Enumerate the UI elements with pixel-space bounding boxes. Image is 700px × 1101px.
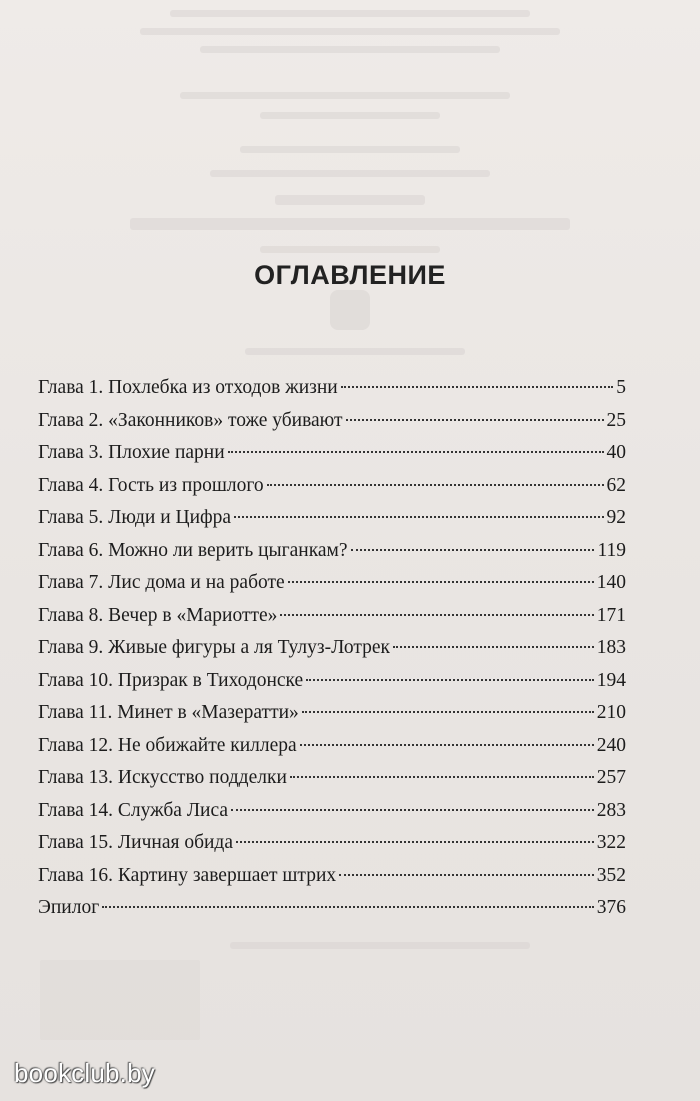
toc-entry-title: Глава 6. Можно ли верить цыганкам? <box>38 539 348 561</box>
toc-entry-page-number: 25 <box>606 409 626 431</box>
toc-entry <box>38 665 626 698</box>
bleed-through-text <box>140 28 560 35</box>
toc-entry-title: Эпилог <box>38 897 100 918</box>
bleed-through-text <box>260 112 440 119</box>
dot-leader <box>102 906 594 908</box>
bleed-through-text <box>210 170 490 177</box>
dot-leader <box>231 809 594 811</box>
bleed-through-text <box>260 246 440 253</box>
toc-entry-title: Глава 16. Картину завершает штрих <box>38 864 337 886</box>
toc-entry-title: Глава 3. Плохие парни <box>38 442 225 463</box>
site-watermark: bookclub.by <box>14 1058 155 1088</box>
dot-leader <box>300 744 594 746</box>
toc-entry-page-number: 40 <box>606 442 626 463</box>
dot-leader <box>306 679 594 681</box>
toc-entry-title: Глава 1. Похлебка из отходов жизни <box>38 377 338 398</box>
dot-leader <box>234 516 603 518</box>
toc-entry <box>38 437 626 470</box>
toc-entry <box>38 632 626 665</box>
toc-entry <box>38 372 626 405</box>
dot-leader <box>339 874 594 876</box>
toc-entry <box>38 697 626 730</box>
toc-entry <box>38 600 626 633</box>
toc-entry-title: Глава 15. Личная обида <box>38 832 234 853</box>
toc-entry-title: Глава 14. Служба Лиса <box>38 799 229 821</box>
dot-leader <box>267 484 604 486</box>
toc-entry <box>38 470 626 503</box>
bleed-through-text <box>245 348 465 355</box>
dot-leader <box>346 419 604 421</box>
toc-entry-title: Глава 7. Лис дома и на работе <box>38 572 285 593</box>
toc-entry-page-number: 352 <box>596 864 626 886</box>
toc-entry-page-number: 376 <box>596 897 626 918</box>
dot-leader <box>341 386 614 388</box>
toc-entry-title: Глава 2. «Законников» тоже убивают <box>38 409 343 431</box>
bleed-through-emblem <box>330 290 370 330</box>
toc-entry <box>38 567 626 600</box>
toc-entry <box>38 405 626 438</box>
toc-entry <box>38 730 626 763</box>
toc-entry-title: Глава 8. Вечер в «Мариотте» <box>38 604 278 626</box>
toc-entry <box>38 892 626 925</box>
toc-entry-page-number: 92 <box>606 507 626 528</box>
table-of-contents <box>38 372 626 925</box>
dot-leader <box>351 549 595 551</box>
bleed-through-text <box>240 146 460 153</box>
toc-entry-title: Глава 9. Живые фигуры а ля Тулуз-Лотрек <box>38 637 390 658</box>
dot-leader <box>280 614 593 616</box>
toc-entry-page-number: 62 <box>606 474 626 496</box>
toc-entry <box>38 535 626 568</box>
bleed-through-text <box>230 942 530 949</box>
toc-entry-page-number: 257 <box>596 767 626 788</box>
bleed-through-text <box>275 195 425 205</box>
bleed-through-text <box>180 92 510 99</box>
toc-entry <box>38 502 626 535</box>
toc-entry-title: Глава 12. Не обижайте киллера <box>38 734 297 756</box>
toc-entry <box>38 860 626 893</box>
toc-entry-page-number: 210 <box>596 702 626 723</box>
toc-entry-page-number: 140 <box>596 572 626 593</box>
toc-entry-title: Глава 13. Искусство подделки <box>38 767 287 788</box>
bleed-through-text <box>170 10 530 17</box>
toc-entry-title: Глава 10. Призрак в Тиходонске <box>38 669 304 691</box>
toc-entry-title: Глава 5. Люди и Цифра <box>38 507 232 528</box>
toc-entry-title: Глава 11. Минет в «Мазератти» <box>38 702 299 723</box>
dot-leader <box>393 646 594 648</box>
bleed-through-text <box>200 46 500 53</box>
toc-entry-page-number: 171 <box>596 604 626 626</box>
toc-entry <box>38 762 626 795</box>
toc-entry-page-number: 194 <box>596 669 626 691</box>
toc-entry-page-number: 5 <box>616 377 626 398</box>
toc-entry-page-number: 183 <box>596 637 626 658</box>
toc-entry-page-number: 283 <box>596 799 626 821</box>
toc-entry <box>38 795 626 828</box>
page-title: ОГЛАВЛЕНИЕ <box>254 260 446 290</box>
toc-entry <box>38 827 626 860</box>
dot-leader <box>288 581 594 583</box>
toc-entry-page-number: 240 <box>596 734 626 756</box>
dot-leader <box>236 841 594 843</box>
toc-entry-title: Глава 4. Гость из прошлого <box>38 474 264 496</box>
toc-entry-page-number: 322 <box>596 832 626 853</box>
dot-leader <box>302 711 594 713</box>
bleed-through-barcode <box>40 960 200 1040</box>
bleed-through-text <box>130 218 570 230</box>
dot-leader <box>290 776 594 778</box>
toc-entry-page-number: 119 <box>597 539 626 561</box>
dot-leader <box>228 451 604 453</box>
